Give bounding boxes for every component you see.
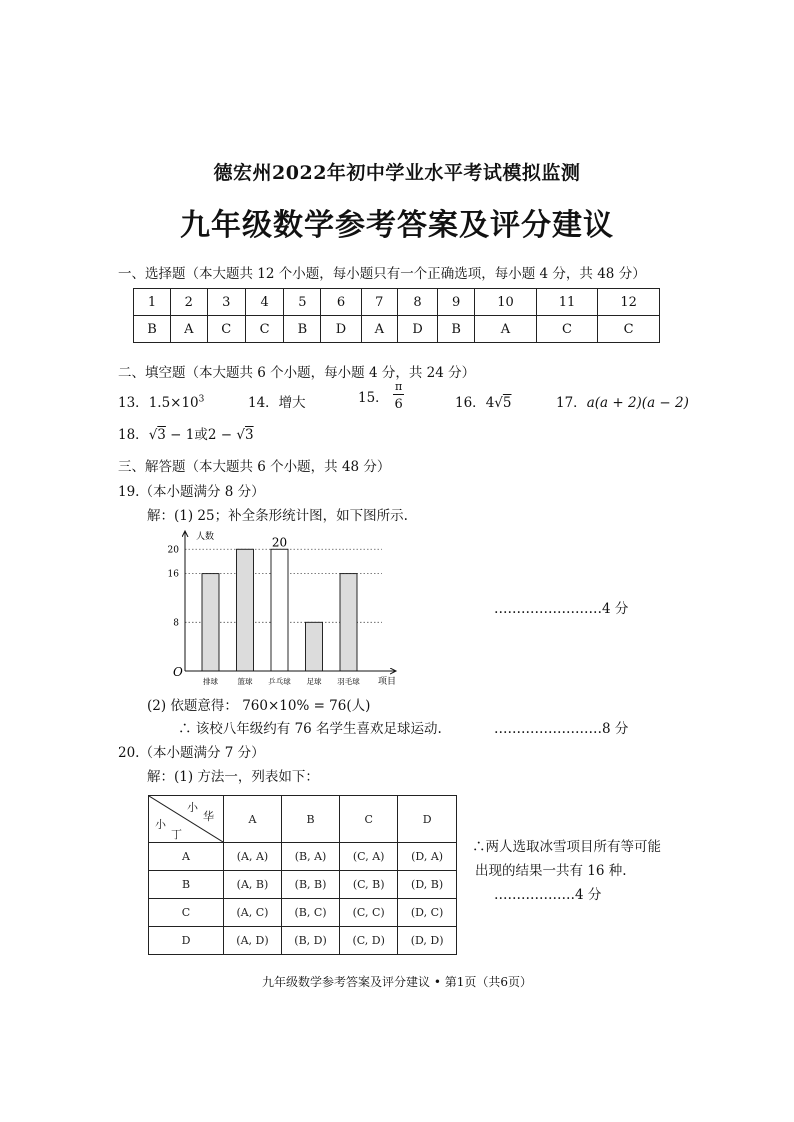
answer-number-cell: 6: [321, 289, 361, 316]
q16-coef: 4: [485, 395, 495, 411]
answer-value-cell: A: [171, 316, 207, 343]
q14-answer: 14．增大: [248, 395, 306, 411]
outcome-cell: (B, B): [281, 871, 339, 899]
y-tick-label: 16: [167, 569, 179, 580]
corner-cell: [149, 796, 224, 843]
outcome-row: [149, 843, 457, 871]
corner-bottom-1: 小: [155, 818, 166, 831]
bar-2: [271, 549, 288, 671]
outcome-cell: (C, A): [340, 843, 398, 871]
answer-number-cell: 1: [134, 289, 171, 316]
answer-number-cell: 10: [475, 289, 537, 316]
page-title: 九年级数学参考答案及评分建议: [180, 208, 614, 243]
outcome-cell: (B, A): [281, 843, 339, 871]
q16-label: 16．: [455, 395, 486, 411]
answer-number-cell: 3: [207, 289, 245, 316]
corner-top-1: 小: [187, 801, 198, 814]
outcome-cell: (A, A): [224, 843, 282, 871]
q13-exponent: 3: [198, 394, 205, 405]
outcome-cell: (C, B): [340, 871, 398, 899]
answer-value-cell: B: [134, 316, 171, 343]
y-tick-label: 8: [173, 618, 179, 629]
outcome-cell: (A, B): [224, 871, 282, 899]
answer-number-cell: 8: [398, 289, 438, 316]
q19-title: 19.（本小题满分 8 分）: [118, 484, 265, 500]
outcome-col-header: D: [398, 796, 457, 843]
q16-answer: 16．4√5: [455, 395, 512, 411]
q20-title: 20.（本小题满分 7 分）: [118, 745, 265, 761]
answer-value-cell: D: [321, 316, 361, 343]
outcome-row-label: D: [149, 927, 224, 955]
category-label: 羽毛球: [337, 677, 360, 686]
origin-label: O: [173, 665, 183, 679]
outcome-header-row: [149, 796, 457, 843]
q19-conclusion: ∴ 该校八年级约有 76 名学生喜欢足球运动.: [178, 721, 442, 737]
answer-value-row: [134, 316, 660, 343]
bar-1: [237, 549, 254, 671]
corner-bottom-2: 丁: [171, 828, 182, 841]
bar-0: [202, 574, 219, 671]
category-label: 足球: [306, 677, 322, 686]
y-tick-label: 20: [167, 545, 179, 556]
q19-part2: (2) 依题意得： 760×10% = 76(人): [147, 698, 371, 714]
q20-note-line2: 出现的结果一共有 16 种.: [475, 863, 627, 879]
answer-number-cell: 2: [171, 289, 207, 316]
bar-3: [306, 622, 323, 671]
y-axis-label: 人数: [196, 532, 215, 542]
outcome-col-header: C: [340, 796, 398, 843]
q15-answer: [358, 381, 404, 411]
title-line1: 德宏州2022年初中学业水平考试模拟监测: [213, 162, 581, 184]
answer-value-cell: C: [598, 316, 660, 343]
outcome-cell: (D, A): [398, 843, 457, 871]
x-axis-label: 项目: [378, 677, 397, 687]
q13-base: 1.5×10: [148, 395, 199, 411]
outcome-row-label: C: [149, 899, 224, 927]
outcome-col-header: A: [224, 796, 282, 843]
answer-value-cell: C: [536, 316, 598, 343]
outcome-row-label: A: [149, 843, 224, 871]
q20-note-line1: ∴两人选取冰雪项目所有等可能: [472, 839, 661, 855]
answer-value-cell: C: [245, 316, 283, 343]
outcome-cell: (D, D): [398, 927, 457, 955]
outcome-cell: (D, C): [398, 899, 457, 927]
outcome-cell: (D, B): [398, 871, 457, 899]
answer-number-cell: 11: [536, 289, 598, 316]
corner-top-2: 华: [203, 810, 214, 823]
category-label: 篮球: [237, 677, 253, 686]
outcome-row: [149, 927, 457, 955]
outcome-table: [148, 795, 457, 955]
outcome-cell: (C, C): [340, 899, 398, 927]
q15-numerator: π: [394, 380, 403, 393]
outcome-col-header: B: [281, 796, 339, 843]
section2-heading: 二、填空题（本大题共 6 个小题，每小题 4 分，共 24 分）: [118, 365, 476, 381]
q20-part1: 解：(1) 方法一，列表如下：: [147, 769, 319, 785]
answer-number-cell: 7: [361, 289, 397, 316]
answer-number-cell: 9: [438, 289, 475, 316]
bar-data-label: 20: [271, 535, 288, 550]
q17-answer: [556, 391, 689, 411]
q18-middle: − 1或2 −: [165, 427, 237, 443]
answer-value-cell: D: [398, 316, 438, 343]
bar-chart: [160, 526, 410, 691]
answer-number-cell: 12: [598, 289, 660, 316]
answer-number-cell: 4: [245, 289, 283, 316]
answer-value-cell: B: [284, 316, 321, 343]
category-label: 乒乓球: [268, 677, 291, 686]
q16-radicand: 5: [502, 395, 512, 411]
outcome-row-label: B: [149, 871, 224, 899]
q19-score1: ……………………4 分: [494, 601, 629, 617]
q18-label: 18．: [118, 427, 149, 443]
outcome-cell: (A, D): [224, 927, 282, 955]
q15-fraction: [393, 381, 404, 411]
section1-heading: 一、选择题（本大题共 12 个小题，每小题只有一个正确选项，每小题 4 分，共 48 分）: [118, 266, 646, 282]
q18-answer: 18．√3 − 1或2 − √3: [118, 427, 254, 443]
bar-4: [340, 574, 357, 671]
answer-value-cell: A: [361, 316, 397, 343]
q18-radicand-2: 3: [244, 427, 254, 443]
outcome-row: [149, 899, 457, 927]
category-label: 排球: [203, 677, 218, 686]
section3-heading: 三、解答题（本大题共 6 个小题，共 48 分）: [118, 459, 391, 475]
q19-score2: ……………………8 分: [494, 721, 629, 737]
q18-radicand-1: 3: [157, 427, 166, 443]
q17-expression: a(a + 2)(a − 2): [586, 395, 689, 411]
q13-label: 13．: [118, 395, 149, 411]
q19-part1: 解：(1) 25；补全条形统计图，如下图所示.: [147, 508, 408, 524]
outcome-row: [149, 871, 457, 899]
q20-score: ………………4 分: [494, 887, 602, 903]
answer-value-cell: B: [438, 316, 475, 343]
q17-label: 17．: [556, 395, 587, 411]
q13-answer: [118, 391, 204, 411]
answer-table: [133, 288, 660, 343]
q15-label: 15．: [358, 390, 389, 406]
answer-value-cell: A: [475, 316, 537, 343]
outcome-cell: (B, C): [281, 899, 339, 927]
page-footer: 九年级数学参考答案及评分建议 • 第1页（共6页）: [262, 975, 532, 989]
answer-number-row: [134, 289, 660, 316]
answer-number-cell: 5: [284, 289, 321, 316]
outcome-cell: (C, D): [340, 927, 398, 955]
outcome-cell: (A, C): [224, 899, 282, 927]
answer-value-cell: C: [207, 316, 245, 343]
outcome-cell: (B, D): [281, 927, 339, 955]
q15-denominator: 6: [394, 397, 403, 412]
